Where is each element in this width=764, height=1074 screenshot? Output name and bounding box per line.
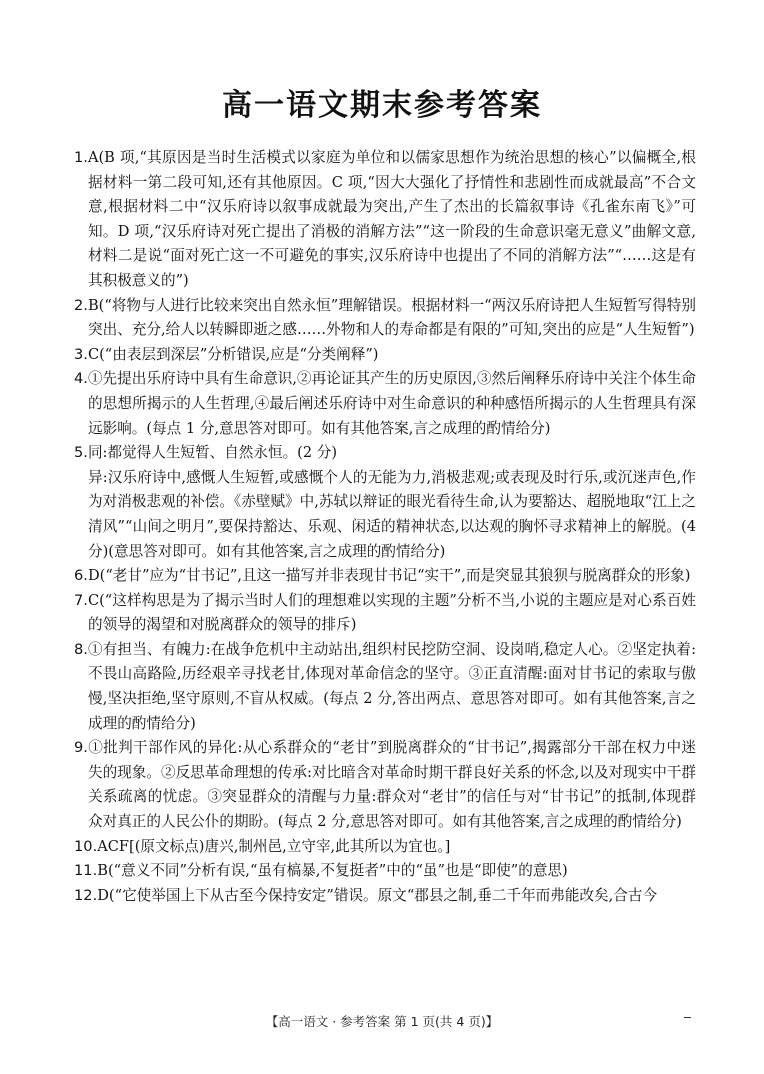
answer-item-5-continuation: 异:汉乐府诗中,感慨人生短暂,或感慨个人的无能为力,消极悲观;或表现及时行乐,或沉迷声色,作为对消极悲观的补偿。《赤壁赋》中,苏轼以辩证的眼光看待生命,认为要豁达、超脱地取“江上之清风”“山间之明月”,要保持豁达、乐观、闲适的精神状态,以达观的胸怀寻求精神上的解脱。(4 分)(意思答对即可。如有其他答案,言之成理的酌情给分) — [88, 468, 696, 560]
answer-item-1: 1.A(B 项,“其原因是当时生活模式以家庭为单位和以儒家思想作为统治思想的核心”以偏概全,根据材料一第二段可知,还有其他原因。C 项,“因大大强化了抒情性和悲剧性而成就最高”不合文意,根据材料二中“汉乐府诗以叙事成就最为突出,产生了杰出的长篇叙事诗《孔雀东南飞》”可知。D 项,“汉乐府诗对死亡提出了消极的消解方法”“这一阶段的生命意识毫无意义”曲解文意,材料二是说“面对死亡这一不可避免的事实,汉乐府诗中也提出了不同的消解方法”“……这是有其积极意义的”) — [74, 149, 696, 289]
page-footer: 【高一语文 · 参考答案 第 1 页(共 4 页)】 — [265, 1014, 499, 1029]
footer-dash-mark — [684, 1017, 691, 1018]
answer-item-5: 5.同:都觉得人生短暂、自然永恒。(2 分) — [74, 444, 338, 462]
answer-item-2: 2.B(“将物与人进行比较来突出自然永恒”理解错误。根据材料一“两汉乐府诗把人生短暂写得特别突出、充分,给人以转瞬即逝之感……外物和人的寿命都是有限的”可知,突出的应是“人生短暂”) — [74, 296, 696, 339]
answer-item-8: 8.①有担当、有魄力:在战争危机中主动站出,组织村民挖防空洞、设岗哨,稳定人心。②坚定执着:不畏山高路险,历经艰辛寻找老甘,体现对革命信念的坚守。③正直清醒:面对甘书记的索取与傲慢,坚决拒绝,坚守原则,不盲从权威。(每点 2 分,答出两点、意思答对即可。如有其他答案,言之成理的酌情给分) — [74, 640, 696, 732]
answer-item-7: 7.C(“这样构思是为了揭示当时人们的理想难以实现的主题”分析不当,小说的主题应是对心系百姓的领导的渴望和对脱离群众的领导的排斥) — [74, 591, 696, 634]
answer-item-6: 6.D(“老甘”应为“甘书记”,且这一描写并非表现甘书记“实干”,而是突显其狼狈与脱离群众的形象) — [74, 567, 691, 585]
answer-item-3: 3.C(“由表层到深层”分析错误,应是“分类阐释”) — [74, 345, 379, 363]
answer-item-11: 11.B(“意义不同”分析有误,“虽有槁暴,不复挺者”中的“虽”也是“即使”的意思) — [74, 862, 568, 880]
answer-list — [74, 146, 696, 908]
answer-item-10: 10.ACF[(原文标点)唐兴,制州邑,立守宰,此其所以为宜也。] — [74, 837, 451, 855]
answer-item-9: 9.①批判干部作风的异化:从心系群众的“老甘”到脱离群众的“甘书记”,揭露部分干部在权力中迷失的现象。②反思革命理想的传承:对比暗含对革命时期干群良好关系的怀念,以及对现实中干群关系疏离的忧虑。③突显群众的清醒与力量:群众对“老甘”的信任与对“甘书记”的抵制,体现群众对真正的人民公仆的期盼。(每点 2 分,意思答对即可。如有其他答案,言之成理的酌情给分) — [74, 739, 696, 831]
answer-item-4: 4.①先提出乐府诗中具有生命意识,②再论证其产生的历史原因,③然后阐释乐府诗中关注个体生命的思想所揭示的人生哲理,④最后阐述乐府诗中对生命意识的种种感悟所揭示的人生哲理具有深远影响。(每点 1 分,意思答对即可。如有其他答案,言之成理的酌情给分) — [74, 370, 696, 437]
answer-item-12: 12.D(“它使举国上下从古至今保持安定”错误。原文“郡县之制,垂二千年而弗能改矣,合古今 — [74, 886, 658, 904]
page-title: 高一语文期末参考答案 — [222, 88, 542, 123]
